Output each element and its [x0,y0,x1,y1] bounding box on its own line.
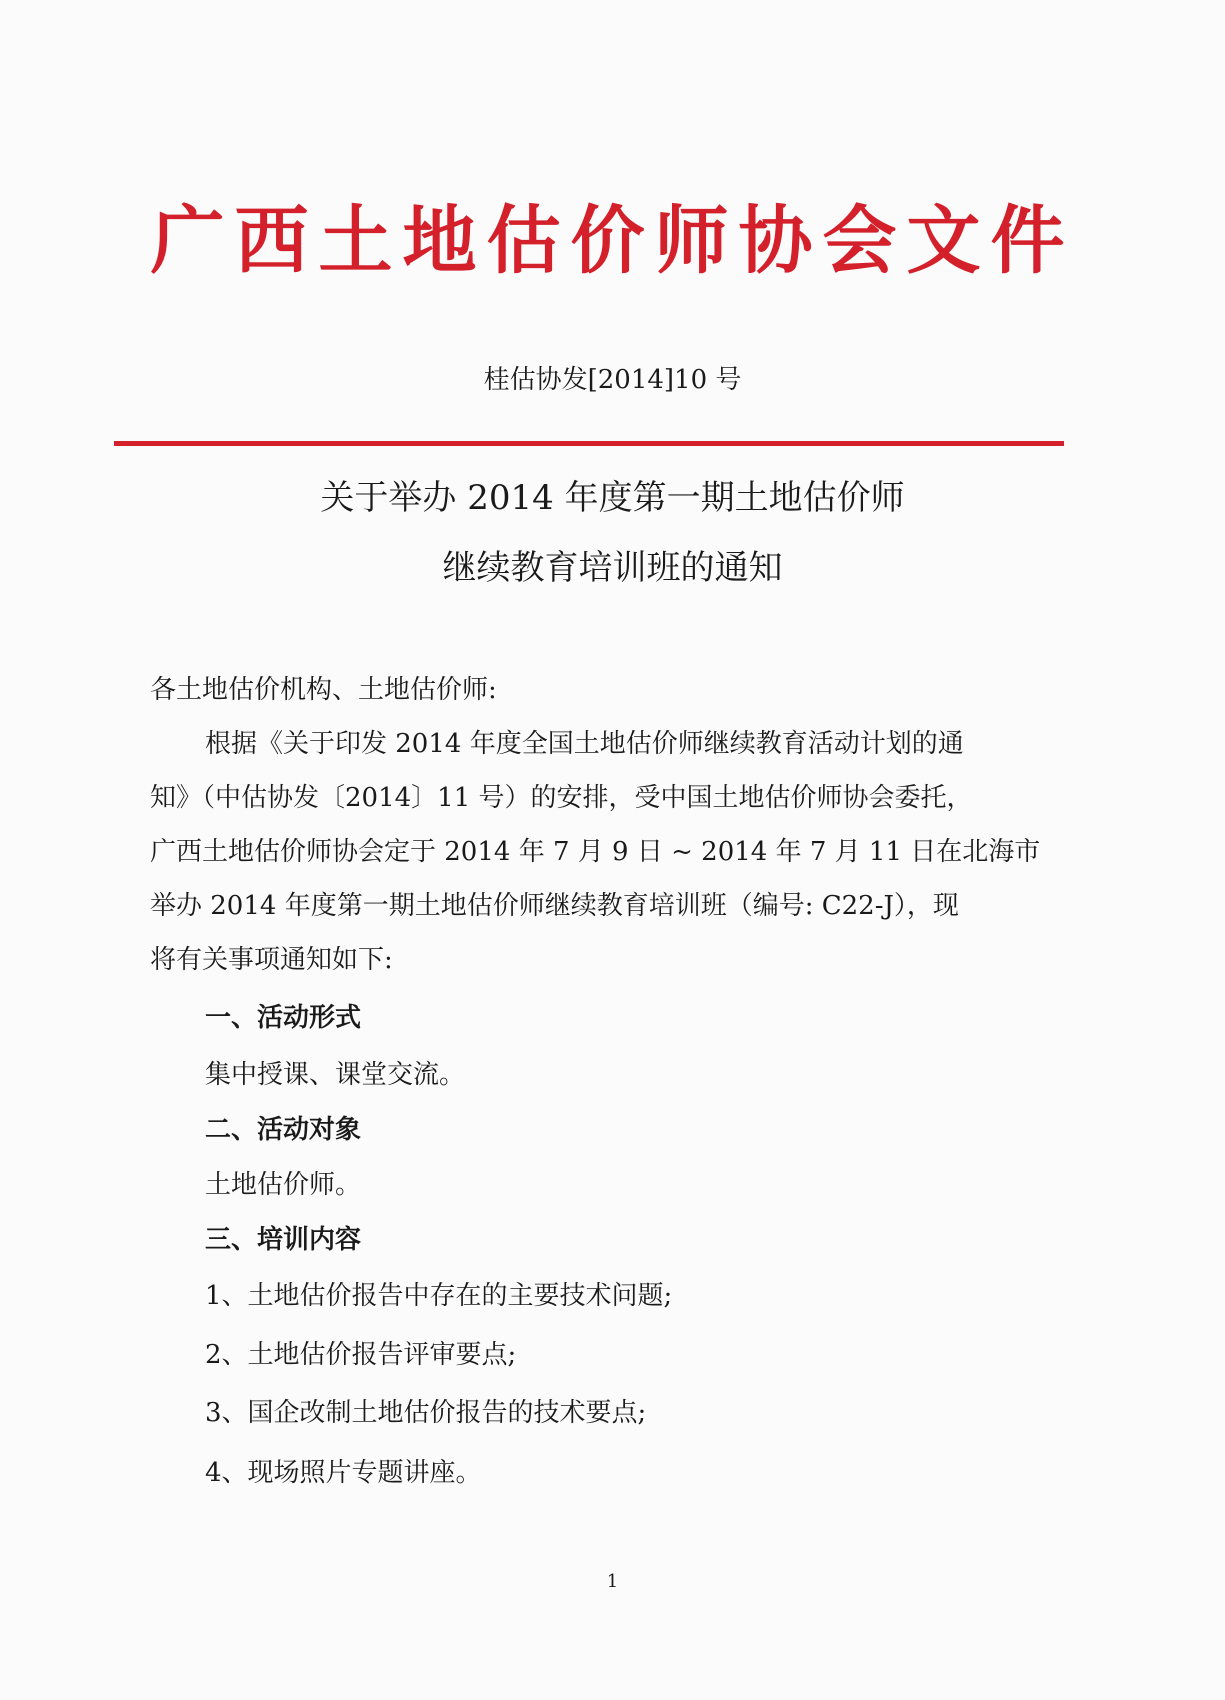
training-item: 3、国企改制土地估价报告的技术要点; [205,1398,647,1428]
red-divider [114,441,1064,446]
paragraph-line: 将有关事项通知如下: [150,945,393,975]
notice-title-line-1: 关于举办 2014 年度第一期土地估价师 [320,478,905,518]
paragraph-line: 举办 2014 年度第一期土地估价师继续教育培训班（编号: C22-J），现 [150,891,959,921]
paragraph-line: 知》（中估协发〔2014〕11 号）的安排，受中国土地估价师协会委托， [150,783,973,813]
training-item: 1、土地估价报告中存在的主要技术问题; [205,1281,673,1311]
section-heading-training-content: 三、培训内容 [205,1225,362,1255]
document-number: 桂估协发[2014]10 号 [483,365,742,395]
salutation: 各土地估价机构、土地估价师: [150,675,497,705]
section-heading-activity-form: 一、活动形式 [205,1003,362,1033]
paragraph-line: 广西土地估价师协会定于 2014 年 7 月 9 日 ~ 2014 年 7 月 11 日在北海市 [150,837,1041,867]
paragraph-line: 根据《关于印发 2014 年度全国土地估价师继续教育活动计划的通 [205,729,964,759]
section-heading-target-audience: 二、活动对象 [205,1115,362,1145]
page-number: 1 [606,1571,619,1592]
notice-title-line-2: 继续教育培训班的通知 [442,548,783,588]
training-item: 4、现场照片专题讲座。 [205,1458,482,1488]
issuer-title: 广西土地估价师协会文件 [150,198,1075,284]
training-item: 2、土地估价报告评审要点; [205,1340,517,1370]
section-text-target-audience: 土地估价师。 [205,1170,362,1200]
section-text-activity-form: 集中授课、课堂交流。 [205,1060,466,1090]
